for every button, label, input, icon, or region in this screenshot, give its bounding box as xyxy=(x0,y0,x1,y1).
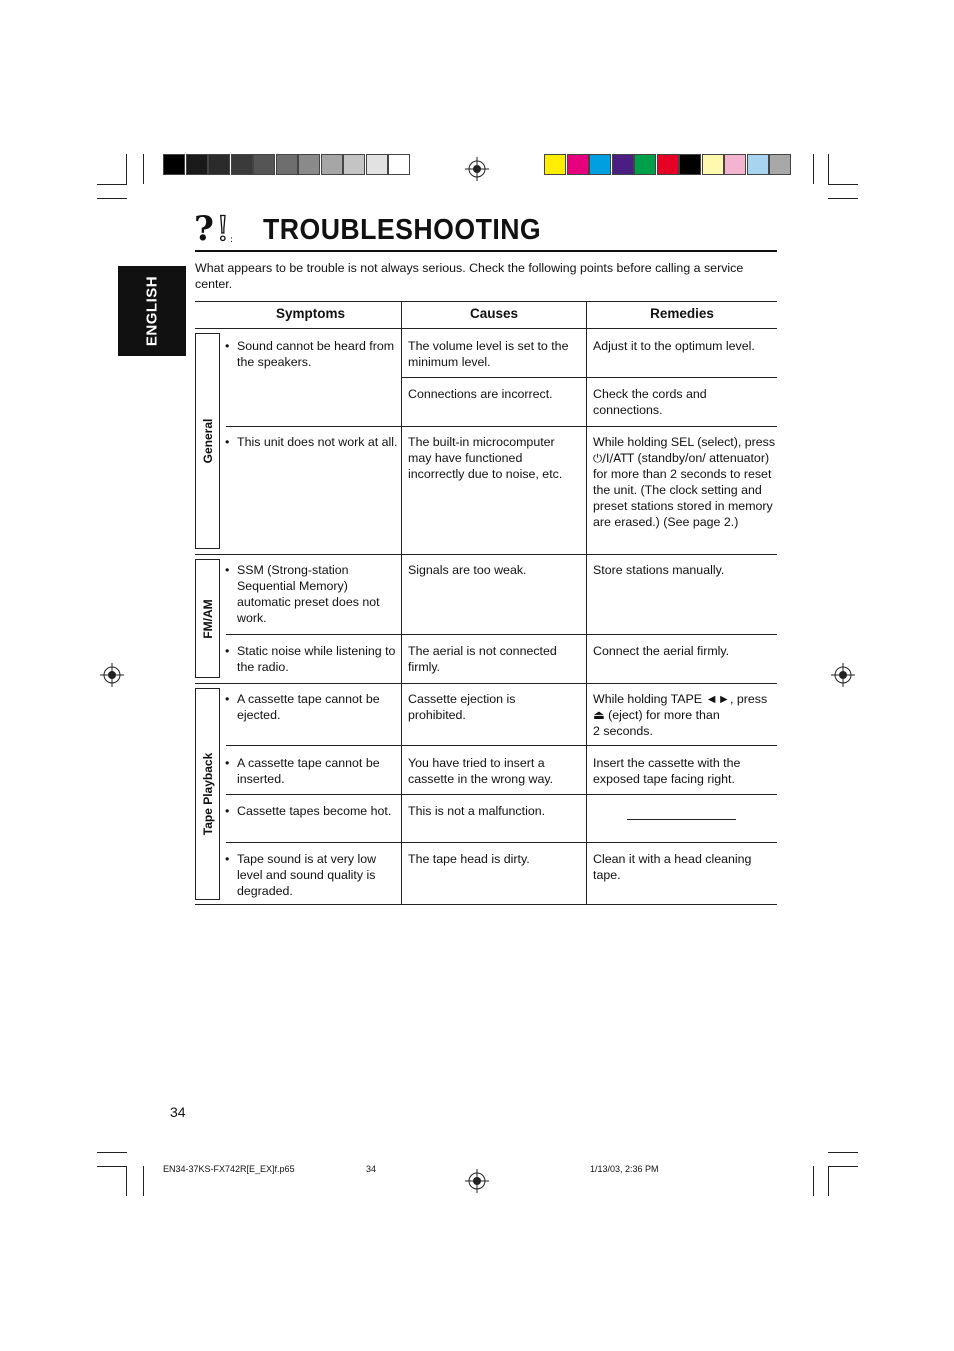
page-title: TROUBLESHOOTING xyxy=(263,214,542,246)
color-swatch xyxy=(589,154,611,175)
color-swatch xyxy=(657,154,679,175)
remedy-text: (standby/on/ attenuator) for more than 2 seconds to reset the unit. (The clock setting and preset stations stored in memory are erased.) (See page 2.) xyxy=(593,451,773,529)
crop-mark xyxy=(126,154,127,184)
group-label: FM/AM xyxy=(200,598,215,639)
registration-mark-icon xyxy=(465,157,489,181)
remedy-text: 2 seconds. xyxy=(593,724,653,738)
remedy-text: ⏏ (eject) for more than xyxy=(593,708,720,722)
color-swatch xyxy=(634,154,656,175)
question-exclamation-icon xyxy=(194,210,242,246)
symptom-cell: • This unit does not work at all. xyxy=(225,434,399,450)
registration-mark-icon xyxy=(100,663,124,687)
table-rule xyxy=(402,377,777,378)
remedy-cell: Check the cords and connections. xyxy=(593,387,707,417)
cause-cell: Signals are too weak. xyxy=(408,563,527,577)
crop-mark xyxy=(828,1166,858,1167)
color-swatch xyxy=(366,154,388,175)
table-rule xyxy=(226,426,777,427)
registration-mark-icon xyxy=(831,663,855,687)
cause-cell: Connections are incorrect. xyxy=(408,387,553,401)
symptom-cell: • A cassette tape cannot be inserted. xyxy=(225,755,403,787)
table-rule xyxy=(195,328,777,329)
svg-text:!: ! xyxy=(216,210,230,246)
footer-file: EN34-37KS-FX742R[E_EX]f.p65 xyxy=(163,1164,295,1174)
svg-text:?: ? xyxy=(194,210,214,246)
remedy-cell: Clean it with a head cleaning tape. xyxy=(593,852,752,882)
table-rule xyxy=(226,794,777,795)
color-swatch xyxy=(253,154,275,175)
cause-cell: The volume level is set to the minimum level. xyxy=(408,339,569,369)
group-label: General xyxy=(200,418,215,464)
crop-mark xyxy=(97,1152,127,1153)
crop-mark xyxy=(97,184,127,185)
crop-mark xyxy=(143,154,144,184)
table-rule xyxy=(226,745,777,746)
cause-cell: Cassette ejection is prohibited. xyxy=(408,692,516,722)
symptom-cell: • Sound cannot be heard from the speakers. xyxy=(225,338,397,370)
header-symptoms: Symptoms xyxy=(275,306,346,321)
group-tape-playback xyxy=(195,688,220,900)
remedy-cell: Insert the cassette with the exposed tape facing right. xyxy=(593,756,741,786)
crop-mark xyxy=(126,1166,127,1196)
cause-cell: This is not a malfunction. xyxy=(408,804,546,818)
crop-mark xyxy=(828,198,858,199)
remedy-text: While holding TAPE ◄►, press xyxy=(593,692,768,706)
group-label: Tape Playback xyxy=(200,752,215,836)
table-rule xyxy=(226,634,777,635)
group-fmam xyxy=(195,559,220,678)
crop-mark xyxy=(828,1166,829,1196)
color-swatch xyxy=(276,154,298,175)
color-swatch xyxy=(186,154,208,175)
cause-cell: The tape head is dirty. xyxy=(408,852,530,866)
color-swatch xyxy=(747,154,769,175)
title-underline xyxy=(195,250,777,252)
color-swatch xyxy=(724,154,746,175)
remedy-cell xyxy=(593,434,779,530)
cause-cell: The aerial is not connected firmly. xyxy=(408,644,557,674)
color-swatch xyxy=(769,154,791,175)
power-att-icon: ⏻/I/ATT xyxy=(593,451,635,465)
table-rule xyxy=(586,301,587,905)
color-swatch xyxy=(298,154,320,175)
remedy-cell: Connect the aerial firmly. xyxy=(593,644,730,658)
color-swatch xyxy=(567,154,589,175)
remedy-cell: Adjust it to the optimum level. xyxy=(593,339,755,353)
crop-mark xyxy=(97,1166,127,1167)
language-tab-label: ENGLISH xyxy=(143,275,161,347)
remedy-cell xyxy=(593,691,777,739)
symptom-cell: • Cassette tapes become hot. xyxy=(225,803,397,819)
empty-remedy-dash xyxy=(627,819,736,820)
group-general xyxy=(195,333,220,549)
cause-cell: The built-in microcomputer may have functioned incorrectly due to noise, etc. xyxy=(408,435,563,481)
crop-mark xyxy=(97,198,127,199)
table-rule xyxy=(195,301,777,302)
table-rule xyxy=(195,683,777,684)
table-rule xyxy=(195,554,777,555)
footer-date: 1/13/03, 2:36 PM xyxy=(590,1164,659,1174)
color-swatch xyxy=(612,154,634,175)
header-causes: Causes xyxy=(469,306,519,321)
registration-mark-icon xyxy=(465,1169,489,1193)
symptom-cell: • A cassette tape cannot be ejected. xyxy=(225,691,403,723)
color-swatch xyxy=(163,154,185,175)
color-swatch xyxy=(343,154,365,175)
table-rule xyxy=(195,904,777,905)
page-number: 34 xyxy=(170,1104,186,1120)
crop-mark xyxy=(143,1166,144,1196)
symptom-cell: • Static noise while listening to the radio. xyxy=(225,643,405,675)
color-swatch xyxy=(321,154,343,175)
color-swatch xyxy=(679,154,701,175)
svg-text::: : xyxy=(230,235,234,245)
color-swatch xyxy=(208,154,230,175)
header-remedies: Remedies xyxy=(650,306,714,321)
footer-page: 34 xyxy=(366,1164,377,1174)
table-rule xyxy=(401,301,402,905)
crop-mark xyxy=(828,184,858,185)
crop-mark xyxy=(813,154,814,184)
symptom-cell: • SSM (Strong-station Sequential Memory) automatic preset does not work. xyxy=(225,562,401,626)
table-rule xyxy=(226,842,777,843)
cause-cell: You have tried to insert a cassette in the wrong way. xyxy=(408,756,554,786)
remedy-text: While holding SEL (select), press xyxy=(593,435,776,449)
color-swatch xyxy=(388,154,410,175)
remedy-cell: Store stations manually. xyxy=(593,563,725,577)
intro-text: What appears to be trouble is not always serious. Check the following points before calling a service center. xyxy=(195,261,744,291)
color-swatch xyxy=(231,154,253,175)
crop-mark xyxy=(828,154,829,184)
symptom-cell: • Tape sound is at very low level and sound quality is degraded. xyxy=(225,851,397,899)
color-swatch xyxy=(544,154,566,175)
color-swatch xyxy=(702,154,724,175)
language-tab xyxy=(118,266,186,356)
crop-mark xyxy=(813,1166,814,1196)
crop-mark xyxy=(828,1152,858,1153)
